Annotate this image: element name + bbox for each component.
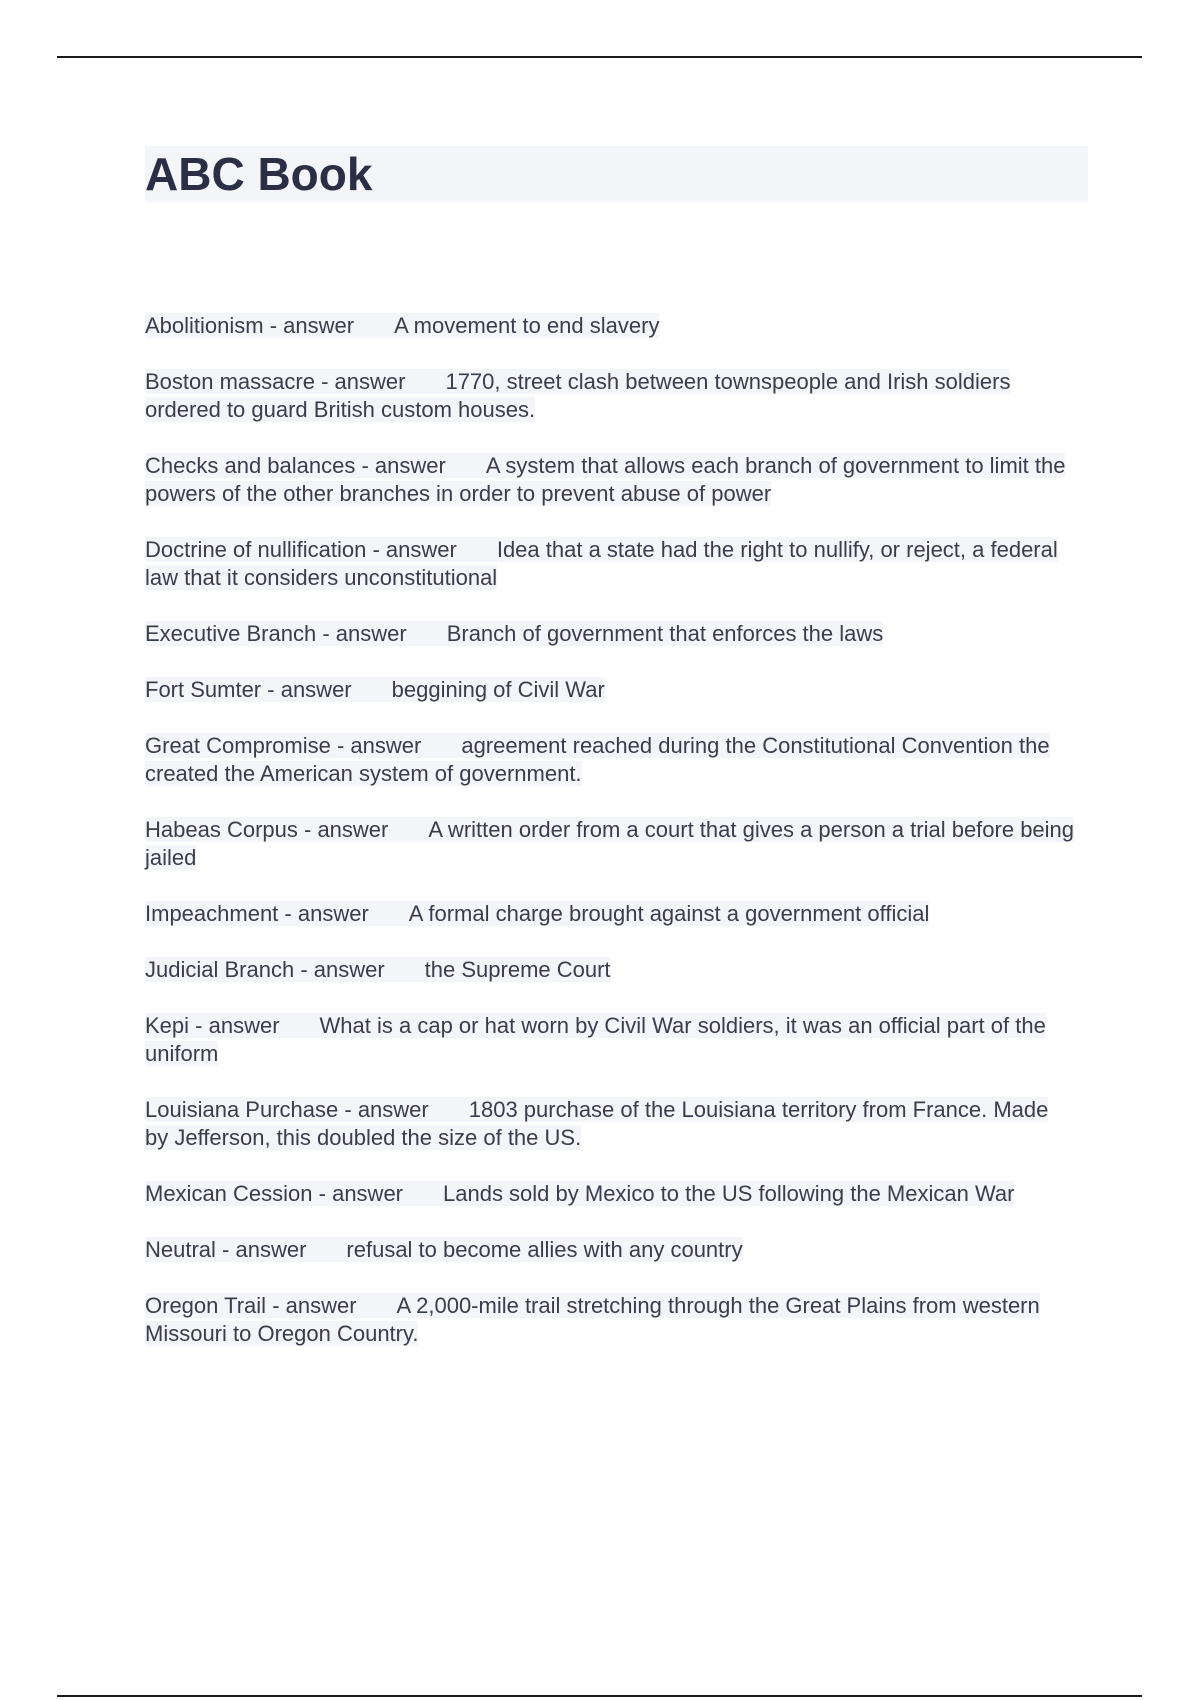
entry-definition: A movement to end slavery bbox=[394, 313, 660, 338]
flashcard-entry bbox=[145, 1096, 1075, 1152]
flashcard-entry bbox=[145, 1236, 1075, 1264]
flashcard-entry bbox=[145, 312, 1075, 340]
entry-definition: A formal charge brought against a government official bbox=[408, 901, 930, 926]
entry-definition: What is a cap or hat worn by Civil War soldiers, it was an official part of the uniform bbox=[145, 1013, 1046, 1066]
entry-definition: Branch of government that enforces the laws bbox=[446, 621, 884, 646]
entry-definition: agreement reached during the Constitutional Convention the created the American system of government. bbox=[145, 733, 1050, 786]
entry-term: Neutral bbox=[145, 1237, 216, 1262]
entry-term: Fort Sumter bbox=[145, 677, 262, 702]
answer-label: - answer bbox=[195, 1013, 280, 1038]
answer-label: - answer bbox=[318, 1181, 403, 1206]
entry-term: Oregon Trail bbox=[145, 1293, 267, 1318]
entry-definition: 1803 purchase of the Louisiana territory from France. Made by Jefferson, this doubled the size of the US. bbox=[145, 1097, 1049, 1150]
answer-label: - answer bbox=[222, 1237, 307, 1262]
entry-definition: the Supreme Court bbox=[424, 957, 611, 982]
entry-term: Boston massacre bbox=[145, 369, 315, 394]
answer-label: - answer bbox=[361, 453, 446, 478]
flashcard-entry bbox=[145, 536, 1075, 592]
entry-definition: Idea that a state had the right to nullify, or reject, a federal law that it considers unconstitutional bbox=[145, 537, 1058, 590]
flashcard-list bbox=[145, 312, 1075, 1376]
answer-label: - answer bbox=[322, 621, 407, 646]
answer-label: - answer bbox=[272, 1293, 357, 1318]
answer-label: - answer bbox=[372, 537, 457, 562]
page-title: ABC Book bbox=[145, 148, 373, 200]
flashcard-entry bbox=[145, 816, 1075, 872]
entry-term: Abolitionism bbox=[145, 313, 264, 338]
entry-term: Louisiana Purchase bbox=[145, 1097, 339, 1122]
answer-label: - answer bbox=[344, 1097, 429, 1122]
entry-term: Doctrine of nullification bbox=[145, 537, 367, 562]
entry-term: Habeas Corpus bbox=[145, 817, 298, 842]
answer-label: - answer bbox=[336, 733, 422, 758]
flashcard-entry bbox=[145, 452, 1075, 508]
entry-term: Executive Branch bbox=[145, 621, 317, 646]
entry-definition: A system that allows each branch of government to limit the powers of the other branches in order to prevent abuse of power bbox=[145, 453, 1066, 506]
answer-label: - answer bbox=[300, 957, 385, 982]
entry-definition: Lands sold by Mexico to the US following the Mexican War bbox=[443, 1181, 1015, 1206]
answer-label: - answer bbox=[284, 901, 369, 926]
flashcard-entry bbox=[145, 900, 1075, 928]
entry-definition: 1770, street clash between townspeople and Irish soldiers ordered to guard British custom houses. bbox=[145, 369, 1011, 422]
entry-term: Impeachment bbox=[145, 901, 279, 926]
answer-label: - answer bbox=[321, 369, 406, 394]
entry-definition: refusal to become allies with any country bbox=[346, 1237, 743, 1262]
entry-term: Mexican Cession bbox=[145, 1181, 313, 1206]
flashcard-entry bbox=[145, 1180, 1075, 1208]
flashcard-entry bbox=[145, 956, 1075, 984]
flashcard-entry bbox=[145, 620, 1075, 648]
entry-definition: A written order from a court that gives a person a trial before being jailed bbox=[145, 817, 1075, 870]
answer-label: - answer bbox=[267, 677, 352, 702]
entry-term: Checks and balances bbox=[145, 453, 356, 478]
flashcard-entry bbox=[145, 676, 1075, 704]
entry-term: Judicial Branch bbox=[145, 957, 295, 982]
entry-definition: beggining of Civil War bbox=[391, 677, 605, 702]
flashcard-entry bbox=[145, 368, 1075, 424]
flashcard-entry bbox=[145, 1292, 1075, 1348]
flashcard-entry bbox=[145, 1012, 1075, 1068]
bottom-rule bbox=[57, 1695, 1142, 1697]
entry-definition: A 2,000-mile trail stretching through the Great Plains from western Missouri to Oregon Country. bbox=[145, 1293, 1040, 1346]
answer-label: - answer bbox=[304, 817, 389, 842]
top-rule bbox=[57, 56, 1142, 58]
entry-term: Great Compromise bbox=[145, 733, 331, 758]
answer-label: - answer bbox=[269, 313, 355, 338]
entry-term: Kepi bbox=[145, 1013, 190, 1038]
flashcard-entry bbox=[145, 732, 1075, 788]
